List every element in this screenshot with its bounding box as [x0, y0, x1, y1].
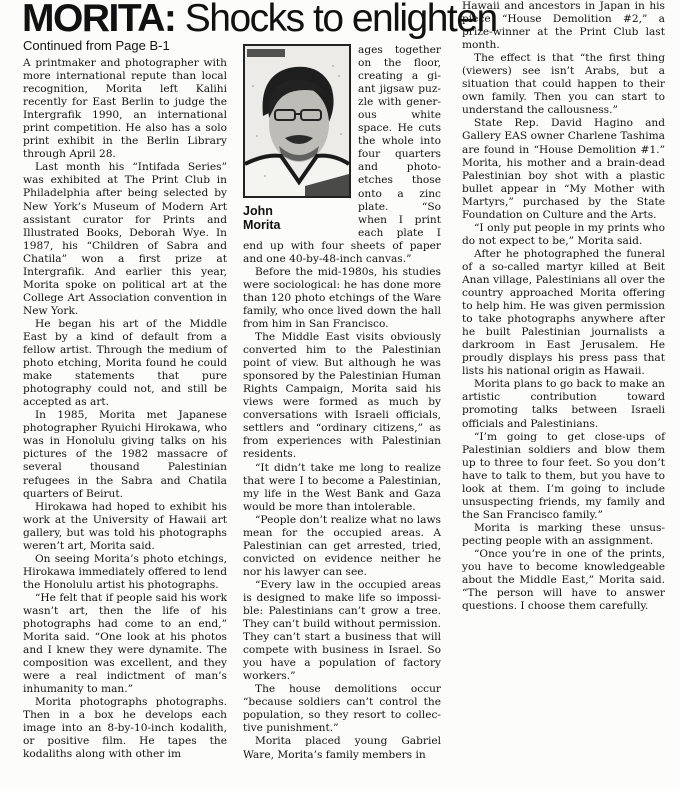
paragraph: “He felt that if people said his work wasn’t art, then the life of his photographs had come to an end,” Morita said. “One look at his photos and I knew they were dynamite. The composition was excellent, and they were a real indictment of man’s inhumanity to man.”	[23, 591, 227, 696]
paragraph: He began his art of the Middle East by a kind of default from a fellow artist. Through the medium of photo etching, Morita found he could make statements that pure photography could not, and still be accepted as art.	[23, 317, 227, 409]
paragraph: “I only put people in my prints who do not expect to be,” Morita said.	[462, 221, 665, 247]
paragraph: After he photographed the funeral of a so-called martyr killed at Beit Anan village, Palestinians all over the country approached Morita offering to help him. He was given permission to take photographs anywhere after he built Palestinian journalists a darkroom in East Jerusalem. He proudly displays his press pass that lists his national origin as Hawaii.	[462, 247, 665, 378]
paragraph: Morita plans to go back to make an artistic contribution toward promoting talks between Israeli officials and Palestinians.	[462, 378, 665, 430]
paragraph: Morita is marking these unsuspecting people with an assignment.	[462, 521, 665, 547]
paragraph: ages together on the floor, creating a giant jigsaw puzzle with generous white space. He cuts the whole into four quarters and photoetches those onto a zinc plate. “So when I print each plate I end up with four sheets of paper and one 40-by-48-inch canvas.”	[243, 44, 441, 265]
article-column-3	[462, 0, 665, 613]
paragraph: The effect is that “the first thing (viewers) see isn’t Arabs, but a situation that could happen to their own family. Then you can start to understand the callousness.”	[462, 52, 665, 117]
paragraph: Morita placed young Gabriel Ware, Morita’s family members in	[243, 735, 441, 761]
photo-caption	[243, 204, 351, 232]
portrait-photo-icon	[243, 44, 351, 198]
continued-from-note: Continued from Page B-1	[23, 38, 170, 53]
headline	[22, 0, 497, 42]
paragraph: “Once you’re in one of the prints, you have to become knowledgeable about the Middle East,” Morita said. “The person will have to answer questions. I choose them carefully.	[462, 547, 665, 613]
portrait-photo-graphic	[245, 46, 349, 196]
paragraph: State Rep. David Hagino and Gallery EAS owner Charlene Tashima are found in “House Demolition #1.” Morita, his mother and a brain-dead Palestinian boy shot with a plastic bullet appear in “My Mother with Martyrs,” purchased by the State Foundation on Culture and the Arts.	[462, 117, 665, 221]
paragraph: The Middle East visits obviously converted him to the Palestinian point of view. But although he was sponsored by the Palestinian Human Rights Campaign, Morita said his views were formed as much by conversations with Israeli officials, settlers and “ordinary citizens,” as from experiences with Palestinian residents.	[243, 331, 441, 461]
headline-subtitle: Shocks to enlighten	[184, 0, 497, 40]
paragraph: The house demolitions occur “because soldiers can’t control the population, so they resort to collective punishment.”	[243, 683, 441, 735]
photo-block	[243, 44, 351, 232]
paragraph: Last month his “Intifada Series” was exhibited at The Print Club in Philadelphia after being selected by New York’s Museum of Modern Art assistant curator for Prints and Illustrated Books, Deborah Wye. In 1987, his “Children of Sabra and Chatila” won a first prize at Intergrafik. And earlier this year, Morita spoke on political art at the College Art Association convention in New York.	[23, 161, 227, 317]
article-column-1	[23, 57, 227, 762]
caption-first-name: John	[243, 204, 273, 218]
paragraph: “Every law in the occupied areas is designed to make life so impossible: Palestinians can’t grow a tree. They can’t build without permission. They can’t start a business that will compete with business in Israel. So you have a population of factory workers.”	[243, 578, 441, 683]
paragraph: “It didn’t take me long to realize that were I to become a Palestinian, my life in the West Bank and Gaza would be more than intolerable.	[243, 461, 441, 513]
paragraph: On seeing Morita’s photo etchings, Hirokawa immediately offered to lend the Honolulu artist his photographs.	[23, 552, 227, 591]
paragraph: In 1985, Morita met Japanese photographer Ryuichi Hirokawa, who was in Honolulu giving talks on his pictures of the 1982 massacre of several thousand Palestinian refugees in the Sabra and Chatila quarters of Beirut.	[23, 409, 227, 500]
paragraph: “People don’t realize what no laws mean for the occupied areas. A Palestinian can get arrested, tried, convicted on evidence neither he nor his lawyer can see.	[243, 513, 441, 578]
paragraph: Morita photographs photographs. Then in a box he develops each image into an 8-by-10-inch kodalith, or positive film. He tapes the kodaliths along with other im	[23, 696, 227, 761]
caption-last-name: Morita	[243, 218, 281, 232]
paragraph: Hirokawa had hoped to exhibit his work at the University of Hawaii art gallery, but was told his photographs weren’t art, Morita said.	[23, 500, 227, 552]
paragraph: Hawaii and ancestors in Japan in his piece “House Demolition #2,” a prize-winner at the Print Club last month.	[462, 0, 665, 52]
paragraph: A printmaker and photographer with more international repute than local recognition, Morita left Kalihi recently for East Berlin to judge the Intergrafik 1990, an international print competition. He also has a solo print exhibit in the Berlin Library through April 28.	[23, 57, 227, 161]
article-column-2	[243, 44, 441, 762]
paragraph: “I’m going to get close-ups of Palestinian soldiers and blow them up to three to four feet. So you don’t have to talk to them, but you have to look at them. I’m going to include unsuspecting friends, my family and the San Francisco family.”	[462, 430, 665, 521]
paragraph: Before the mid-1980s, his studies were sociological: he has done more than 120 photo etchings of the Ware family, who once lived down the hall from him in San Francisco.	[243, 265, 441, 330]
headline-keyword: MORITA:	[22, 0, 176, 40]
